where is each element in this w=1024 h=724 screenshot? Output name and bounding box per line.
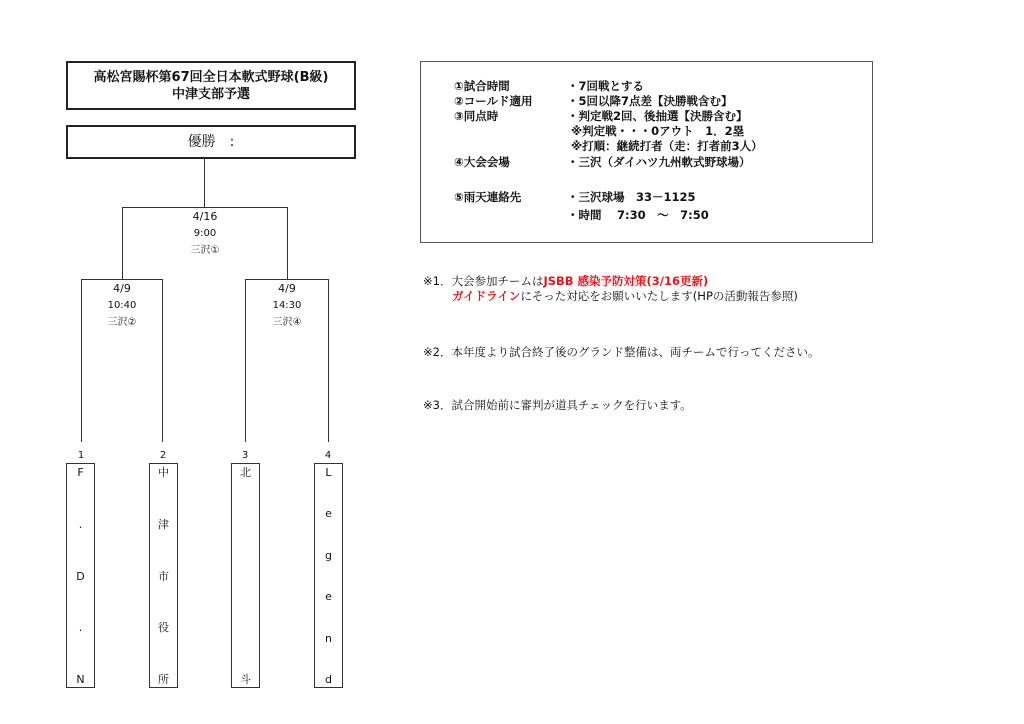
rules-box	[420, 61, 873, 243]
team-2-char: 役	[158, 621, 169, 635]
winner-label: 優勝 :	[187, 134, 235, 150]
team-2-char: 市	[158, 569, 169, 583]
rule-value: ※打順：継続打者（走：打者前3人）	[571, 139, 763, 153]
team-box-1	[66, 463, 95, 688]
title-line-1: 高松宮賜杯第67回全日本軟式野球(B級)	[93, 70, 329, 85]
semi1-date: 4/9	[113, 282, 131, 295]
rule-label: ①試合時間	[454, 79, 510, 93]
team-3-char: 斗	[240, 673, 251, 686]
semi2-date: 4/9	[278, 282, 296, 295]
title-line-2: 中津支部予選	[171, 87, 250, 102]
team-4-char: e	[325, 507, 332, 521]
final-stem-line	[204, 159, 205, 208]
rule-value: ・三沢球場 33－1125	[567, 190, 696, 204]
team-4-char: d	[325, 672, 332, 686]
semi1-match-info	[62, 280, 182, 331]
rule-value: ・判定戦2回、後抽選【決勝含む】	[567, 109, 748, 123]
seed-2: 2	[159, 450, 167, 461]
seed-3: 3	[241, 450, 249, 461]
semi2-venue: 三沢④	[272, 317, 302, 328]
note-1-cont	[452, 289, 798, 304]
final-date: 4/16	[192, 210, 218, 223]
team-4-char: g	[325, 548, 332, 562]
note-1	[423, 274, 708, 289]
team-2-char: 所	[158, 673, 169, 686]
note-2: ※2．本年度より試合終了後のグランド整備は、両チームで行ってください。	[423, 345, 820, 359]
tournament-title	[66, 61, 356, 110]
rule-value: ・三沢（ダイハツ九州軟式野球場）	[567, 155, 751, 169]
final-time: 9:00	[193, 228, 217, 239]
seed-4: 4	[324, 450, 332, 461]
rule-value: ・7回戦とする	[567, 79, 645, 93]
note-1-suffix: にそった対応をお願いいたします(HPの活動報告参照)	[520, 289, 798, 303]
team-1-char: D	[76, 569, 85, 583]
team-box-4	[314, 463, 343, 688]
note-1-guideline-text[interactable]: ガイドライン	[452, 289, 521, 303]
note-1-prefix: ※1．大会参加チームは	[423, 274, 544, 288]
semi1-venue: 三沢②	[107, 317, 137, 328]
semi1-time: 10:40	[107, 300, 137, 311]
seed-1: 1	[77, 450, 85, 461]
rule-label: ③同点時	[454, 109, 499, 123]
winner-box	[66, 125, 356, 159]
final-right-line	[287, 207, 288, 280]
team-4-char: L	[325, 466, 332, 479]
semi2-time: 14:30	[272, 300, 302, 311]
team-box-3	[231, 463, 260, 688]
rule-label: ⑤雨天連絡先	[454, 190, 522, 204]
team-2-char: 中	[158, 466, 169, 479]
team-1-char: .	[78, 621, 83, 635]
rule-value: ※判定戦・・・0アウト 1．2塁	[571, 124, 745, 138]
team-box-2	[149, 463, 178, 688]
team-4-char: e	[325, 590, 332, 604]
final-match-info	[145, 208, 265, 259]
rule-label: ②コールド適用	[454, 94, 533, 108]
semi2-match-info	[227, 280, 347, 331]
team-1-char: F	[77, 466, 84, 479]
note-3: ※3．試合開始前に審判が道具チェックを行います。	[423, 398, 692, 412]
rule-value: ・時間 7:30 ～ 7:50	[567, 208, 709, 222]
final-venue: 三沢①	[190, 245, 220, 256]
team-3-char: 北	[240, 466, 251, 479]
team-1-char: N	[76, 673, 85, 686]
team-2-char: 津	[158, 517, 169, 531]
rule-value: ・5回以降7点差【決勝戦含む】	[567, 94, 733, 108]
note-1-guideline-link[interactable]: JSBB 感染予防対策(3/16更新)	[543, 274, 709, 288]
team-4-char: n	[325, 631, 332, 645]
final-left-line	[122, 207, 123, 280]
team-1-char: .	[78, 517, 83, 531]
rule-label: ④大会会場	[454, 155, 510, 169]
